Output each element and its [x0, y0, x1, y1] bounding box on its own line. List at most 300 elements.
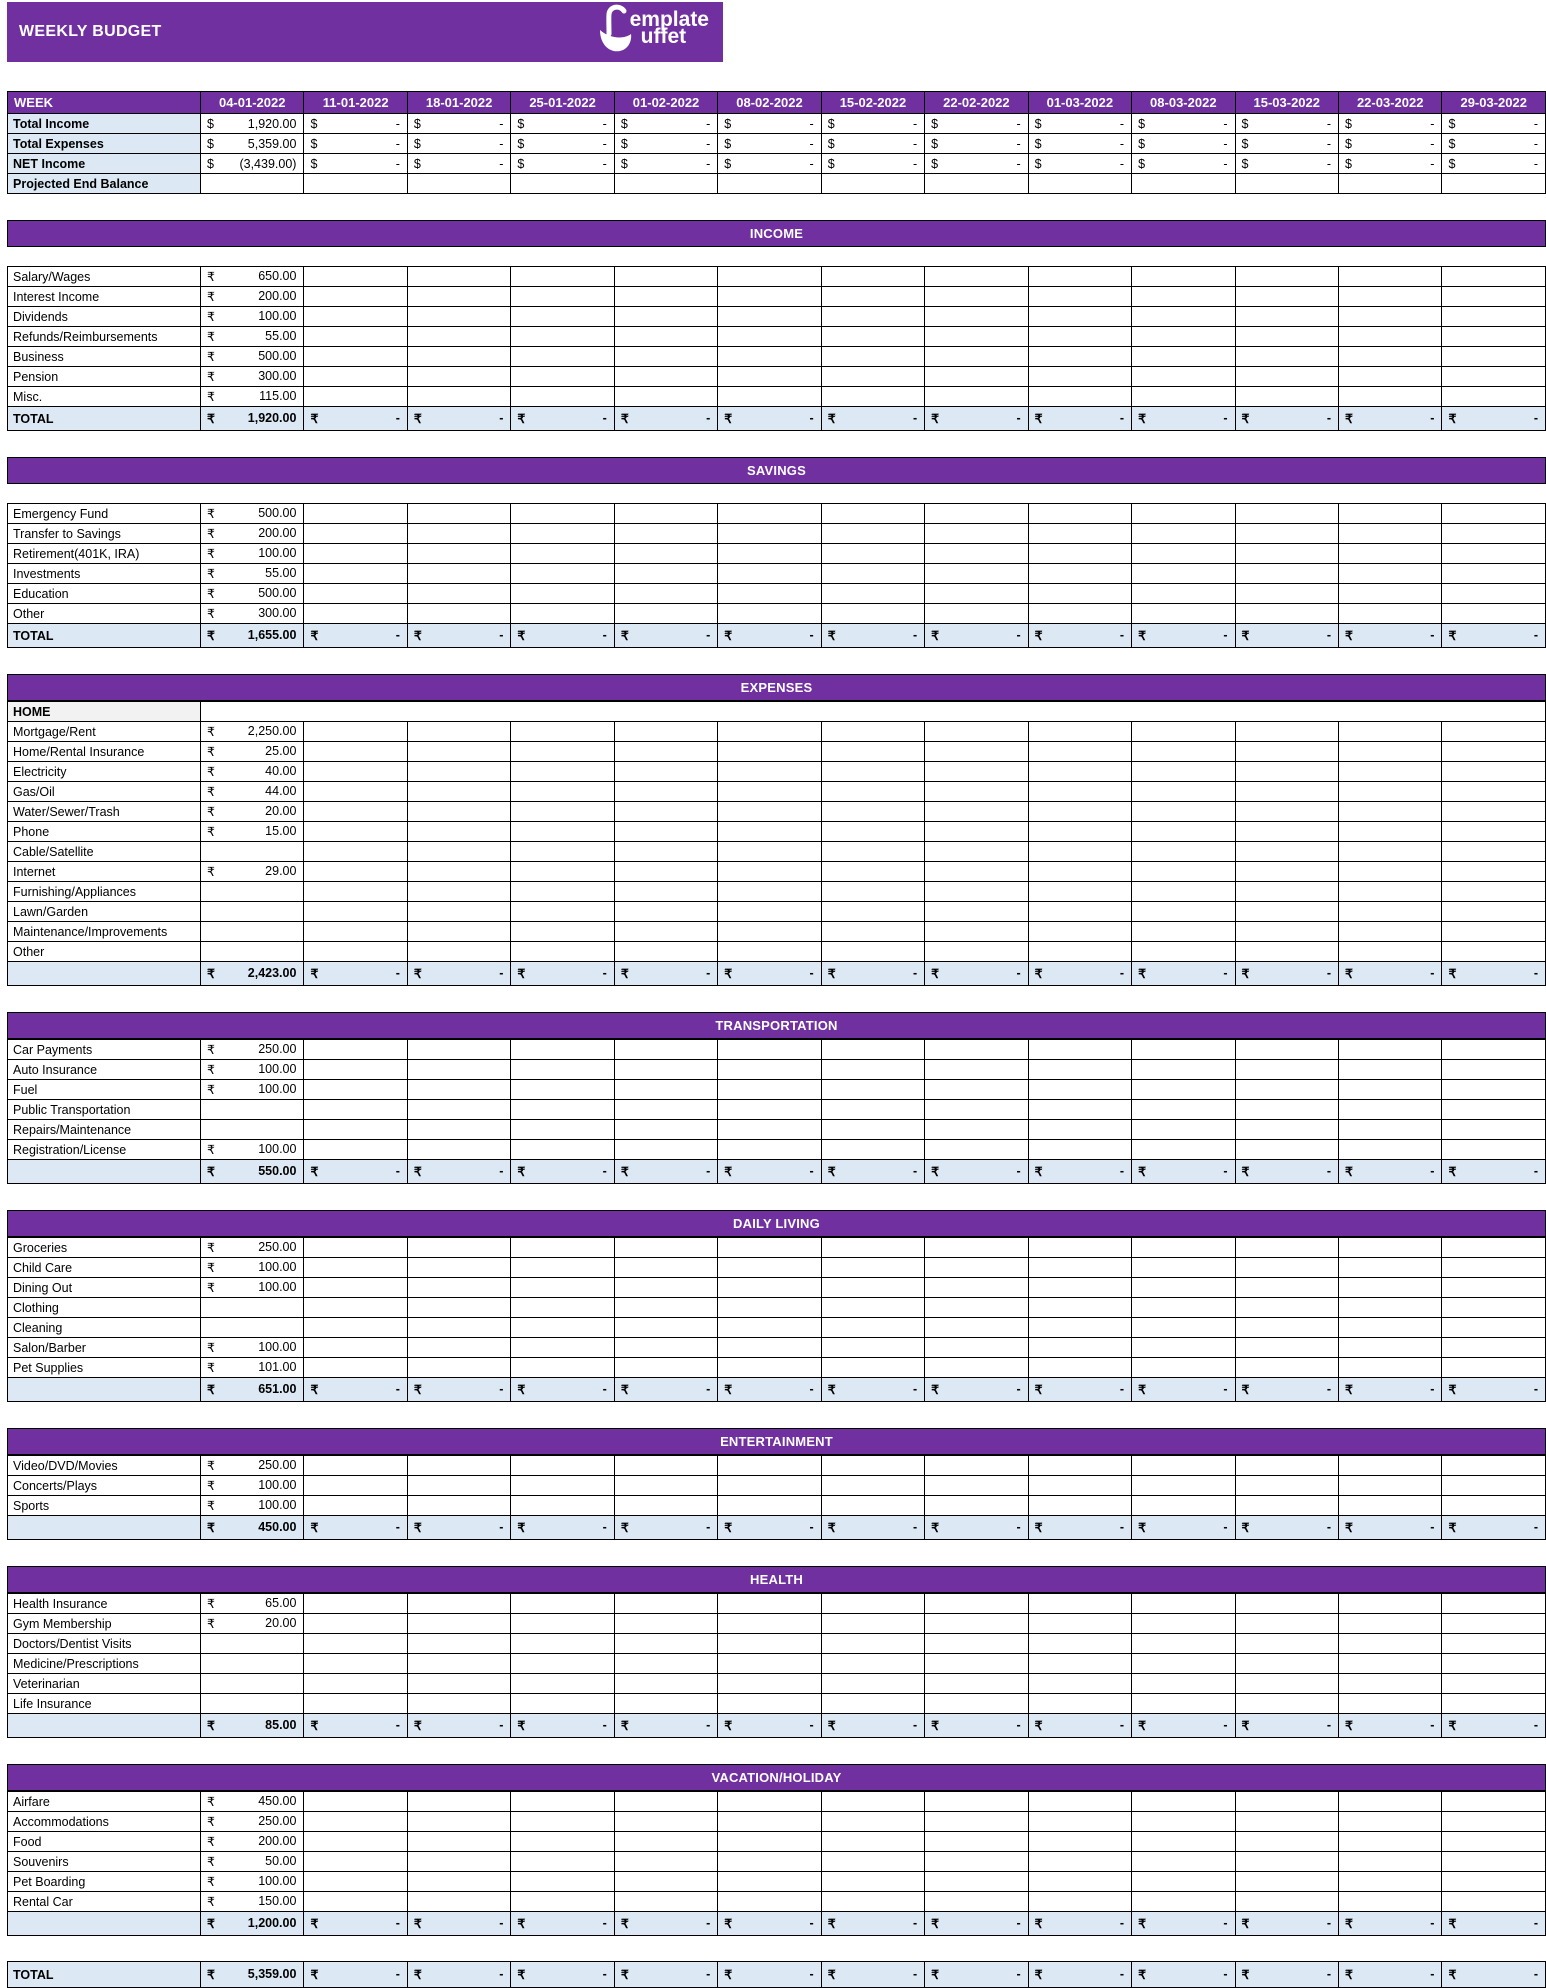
- empty-cell[interactable]: [614, 1634, 717, 1654]
- empty-cell[interactable]: [1338, 1258, 1441, 1278]
- empty-cell[interactable]: [1235, 882, 1338, 902]
- empty-cell[interactable]: [201, 842, 304, 862]
- total-empty-amount-cell[interactable]: [1132, 1378, 1235, 1402]
- total-empty-amount-cell[interactable]: [1028, 1378, 1131, 1402]
- empty-cell[interactable]: [1442, 1674, 1546, 1694]
- empty-cell[interactable]: [407, 1614, 510, 1634]
- empty-cell[interactable]: [1235, 1872, 1338, 1892]
- empty-cell[interactable]: [304, 1634, 407, 1654]
- empty-cell[interactable]: [718, 267, 821, 287]
- empty-cell[interactable]: [718, 1694, 821, 1714]
- total-empty-amount-cell[interactable]: [407, 1912, 510, 1936]
- empty-cell[interactable]: [1132, 1614, 1235, 1634]
- total-empty-amount-cell[interactable]: [1442, 407, 1546, 431]
- empty-cell[interactable]: [1235, 327, 1338, 347]
- empty-cell[interactable]: [718, 1080, 821, 1100]
- empty-cell[interactable]: [1338, 1812, 1441, 1832]
- empty-cell[interactable]: [718, 1594, 821, 1614]
- empty-cell[interactable]: [407, 1792, 510, 1812]
- empty-cell[interactable]: [614, 762, 717, 782]
- empty-cell[interactable]: [1235, 862, 1338, 882]
- empty-cell[interactable]: [1442, 742, 1546, 762]
- empty-cell[interactable]: [511, 1674, 614, 1694]
- empty-cell[interactable]: [1132, 1832, 1235, 1852]
- empty-cell[interactable]: [407, 1594, 510, 1614]
- empty-cell[interactable]: [304, 387, 407, 407]
- grand-total-empty-amount-cell[interactable]: [1442, 1962, 1546, 1988]
- empty-cell[interactable]: [614, 504, 717, 524]
- empty-cell[interactable]: [614, 584, 717, 604]
- total-empty-amount-cell[interactable]: [407, 1160, 510, 1184]
- empty-cell[interactable]: [1442, 1496, 1546, 1516]
- grand-total-empty-amount-cell[interactable]: [511, 1962, 614, 1988]
- total-empty-amount-cell[interactable]: [1028, 1912, 1131, 1936]
- empty-cell[interactable]: [718, 1298, 821, 1318]
- empty-cell[interactable]: [511, 1100, 614, 1120]
- empty-cell[interactable]: [304, 1080, 407, 1100]
- total-empty-amount-cell[interactable]: [925, 962, 1028, 986]
- empty-cell[interactable]: [614, 524, 717, 544]
- empty-cell[interactable]: [1132, 762, 1235, 782]
- empty-cell[interactable]: [718, 524, 821, 544]
- empty-cell[interactable]: [1338, 742, 1441, 762]
- total-empty-amount-cell[interactable]: [304, 1912, 407, 1936]
- empty-cell[interactable]: [1338, 1040, 1441, 1060]
- empty-cell[interactable]: [821, 564, 924, 584]
- empty-cell[interactable]: [925, 822, 1028, 842]
- empty-cell[interactable]: [821, 1258, 924, 1278]
- empty-cell[interactable]: [1028, 287, 1131, 307]
- total-empty-amount-cell[interactable]: [614, 1912, 717, 1936]
- empty-cell[interactable]: [614, 1040, 717, 1060]
- empty-cell[interactable]: [1338, 1654, 1441, 1674]
- empty-cell[interactable]: [407, 722, 510, 742]
- empty-cell[interactable]: [1132, 1140, 1235, 1160]
- empty-cell[interactable]: [201, 942, 304, 962]
- empty-cell[interactable]: [1235, 1258, 1338, 1278]
- empty-cell[interactable]: [1338, 327, 1441, 347]
- empty-cell[interactable]: [1338, 882, 1441, 902]
- empty-cell[interactable]: [718, 722, 821, 742]
- empty-cell[interactable]: [1338, 1614, 1441, 1634]
- empty-cell[interactable]: [1132, 862, 1235, 882]
- empty-cell[interactable]: [1235, 564, 1338, 584]
- total-empty-amount-cell[interactable]: [718, 1912, 821, 1936]
- empty-cell[interactable]: [1235, 1338, 1338, 1358]
- empty-cell[interactable]: [511, 1358, 614, 1378]
- empty-cell[interactable]: [821, 347, 924, 367]
- empty-cell[interactable]: [511, 544, 614, 564]
- empty-cell[interactable]: [925, 1456, 1028, 1476]
- total-empty-amount-cell[interactable]: [304, 624, 407, 648]
- total-empty-amount-cell[interactable]: [1132, 962, 1235, 986]
- empty-cell[interactable]: [1338, 347, 1441, 367]
- empty-cell[interactable]: [821, 842, 924, 862]
- empty-cell[interactable]: [1338, 524, 1441, 544]
- empty-cell[interactable]: [304, 1238, 407, 1258]
- item-amount-cell[interactable]: [201, 1792, 304, 1812]
- empty-cell[interactable]: [1028, 1238, 1131, 1258]
- empty-cell[interactable]: [821, 1338, 924, 1358]
- empty-cell[interactable]: [925, 524, 1028, 544]
- summary-empty-amount-cell[interactable]: [1028, 134, 1131, 154]
- empty-cell[interactable]: [718, 584, 821, 604]
- empty-cell[interactable]: [304, 367, 407, 387]
- empty-cell[interactable]: [201, 882, 304, 902]
- empty-cell[interactable]: [718, 307, 821, 327]
- total-empty-amount-cell[interactable]: [1132, 1160, 1235, 1184]
- empty-cell[interactable]: [614, 1456, 717, 1476]
- empty-cell[interactable]: [718, 1476, 821, 1496]
- item-amount-cell[interactable]: [201, 1140, 304, 1160]
- empty-cell[interactable]: [821, 267, 924, 287]
- grand-total-amount-cell[interactable]: [201, 1962, 304, 1988]
- empty-cell[interactable]: [821, 1318, 924, 1338]
- total-empty-amount-cell[interactable]: [511, 624, 614, 648]
- empty-cell[interactable]: [1235, 1140, 1338, 1160]
- empty-cell[interactable]: [1442, 802, 1546, 822]
- total-empty-amount-cell[interactable]: [1442, 1714, 1546, 1738]
- empty-cell[interactable]: [925, 842, 1028, 862]
- empty-cell[interactable]: [1028, 1140, 1131, 1160]
- empty-cell[interactable]: [304, 524, 407, 544]
- empty-cell[interactable]: [718, 922, 821, 942]
- total-empty-amount-cell[interactable]: [1235, 1378, 1338, 1402]
- empty-cell[interactable]: [1442, 347, 1546, 367]
- empty-cell[interactable]: [407, 1060, 510, 1080]
- empty-cell[interactable]: [1442, 1100, 1546, 1120]
- empty-cell[interactable]: [925, 1852, 1028, 1872]
- empty-cell[interactable]: [1442, 1258, 1546, 1278]
- total-empty-amount-cell[interactable]: [1338, 962, 1441, 986]
- empty-cell[interactable]: [614, 1892, 717, 1912]
- empty-cell[interactable]: [925, 1496, 1028, 1516]
- empty-cell[interactable]: [1235, 1456, 1338, 1476]
- empty-cell[interactable]: [1028, 1278, 1131, 1298]
- empty-cell[interactable]: [1338, 842, 1441, 862]
- item-amount-cell[interactable]: [201, 1892, 304, 1912]
- empty-cell[interactable]: [511, 882, 614, 902]
- empty-cell[interactable]: [407, 942, 510, 962]
- empty-cell[interactable]: [821, 742, 924, 762]
- empty-cell[interactable]: [1235, 584, 1338, 604]
- empty-cell[interactable]: [511, 1258, 614, 1278]
- empty-cell[interactable]: [614, 1338, 717, 1358]
- empty-cell[interactable]: [407, 1278, 510, 1298]
- empty-cell[interactable]: [614, 802, 717, 822]
- empty-cell[interactable]: [1442, 287, 1546, 307]
- empty-cell[interactable]: [1132, 1338, 1235, 1358]
- empty-cell[interactable]: [1132, 544, 1235, 564]
- empty-cell[interactable]: [1338, 544, 1441, 564]
- empty-cell[interactable]: [1442, 1594, 1546, 1614]
- empty-cell[interactable]: [1442, 762, 1546, 782]
- empty-cell[interactable]: [201, 1694, 304, 1714]
- empty-cell[interactable]: [614, 174, 717, 194]
- total-empty-amount-cell[interactable]: [718, 962, 821, 986]
- empty-cell[interactable]: [718, 1258, 821, 1278]
- empty-cell[interactable]: [407, 174, 510, 194]
- empty-cell[interactable]: [614, 564, 717, 584]
- item-amount-cell[interactable]: [201, 287, 304, 307]
- empty-cell[interactable]: [407, 1654, 510, 1674]
- empty-cell[interactable]: [407, 1812, 510, 1832]
- empty-cell[interactable]: [201, 1674, 304, 1694]
- empty-cell[interactable]: [304, 1614, 407, 1634]
- summary-empty-amount-cell[interactable]: [304, 114, 407, 134]
- item-amount-cell[interactable]: [201, 1358, 304, 1378]
- empty-cell[interactable]: [1028, 1080, 1131, 1100]
- empty-cell[interactable]: [1442, 367, 1546, 387]
- empty-cell[interactable]: [1442, 174, 1546, 194]
- summary-empty-amount-cell[interactable]: [1338, 114, 1441, 134]
- empty-cell[interactable]: [925, 802, 1028, 822]
- empty-cell[interactable]: [511, 842, 614, 862]
- summary-empty-amount-cell[interactable]: [1338, 134, 1441, 154]
- empty-cell[interactable]: [1235, 604, 1338, 624]
- empty-cell[interactable]: [304, 1318, 407, 1338]
- empty-cell[interactable]: [304, 722, 407, 742]
- empty-cell[interactable]: [1028, 367, 1131, 387]
- summary-empty-amount-cell[interactable]: [1442, 114, 1546, 134]
- empty-cell[interactable]: [511, 564, 614, 584]
- empty-cell[interactable]: [925, 1060, 1028, 1080]
- empty-cell[interactable]: [1442, 1080, 1546, 1100]
- empty-cell[interactable]: [821, 1238, 924, 1258]
- total-empty-amount-cell[interactable]: [1028, 1516, 1131, 1540]
- empty-cell[interactable]: [925, 287, 1028, 307]
- empty-cell[interactable]: [718, 942, 821, 962]
- empty-cell[interactable]: [1338, 782, 1441, 802]
- empty-cell[interactable]: [1028, 842, 1131, 862]
- empty-cell[interactable]: [925, 564, 1028, 584]
- empty-cell[interactable]: [925, 1298, 1028, 1318]
- empty-cell[interactable]: [1132, 267, 1235, 287]
- empty-cell[interactable]: [718, 1634, 821, 1654]
- total-empty-amount-cell[interactable]: [304, 962, 407, 986]
- empty-cell[interactable]: [1235, 1694, 1338, 1714]
- empty-cell[interactable]: [1235, 1594, 1338, 1614]
- empty-cell[interactable]: [1442, 1120, 1546, 1140]
- item-amount-cell[interactable]: [201, 822, 304, 842]
- grand-total-empty-amount-cell[interactable]: [1132, 1962, 1235, 1988]
- empty-cell[interactable]: [1028, 1674, 1131, 1694]
- empty-cell[interactable]: [1132, 1456, 1235, 1476]
- item-amount-cell[interactable]: [201, 524, 304, 544]
- empty-cell[interactable]: [1235, 1892, 1338, 1912]
- summary-empty-amount-cell[interactable]: [925, 114, 1028, 134]
- empty-cell[interactable]: [925, 1694, 1028, 1714]
- empty-cell[interactable]: [1338, 1496, 1441, 1516]
- total-amount-cell[interactable]: [201, 1912, 304, 1936]
- total-empty-amount-cell[interactable]: [407, 407, 510, 431]
- empty-cell[interactable]: [407, 782, 510, 802]
- empty-cell[interactable]: [614, 1792, 717, 1812]
- empty-cell[interactable]: [821, 1040, 924, 1060]
- empty-cell[interactable]: [1442, 1456, 1546, 1476]
- empty-cell[interactable]: [511, 902, 614, 922]
- empty-cell[interactable]: [925, 1238, 1028, 1258]
- summary-empty-amount-cell[interactable]: [1442, 154, 1546, 174]
- total-empty-amount-cell[interactable]: [304, 1516, 407, 1540]
- empty-cell[interactable]: [821, 1358, 924, 1378]
- summary-empty-amount-cell[interactable]: [925, 134, 1028, 154]
- empty-cell[interactable]: [821, 1140, 924, 1160]
- total-empty-amount-cell[interactable]: [1442, 624, 1546, 648]
- empty-cell[interactable]: [1132, 1318, 1235, 1338]
- item-amount-cell[interactable]: [201, 327, 304, 347]
- empty-cell[interactable]: [304, 1594, 407, 1614]
- empty-cell[interactable]: [407, 604, 510, 624]
- empty-cell[interactable]: [407, 862, 510, 882]
- empty-cell[interactable]: [614, 842, 717, 862]
- empty-cell[interactable]: [304, 604, 407, 624]
- empty-cell[interactable]: [614, 327, 717, 347]
- total-empty-amount-cell[interactable]: [511, 1378, 614, 1402]
- empty-cell[interactable]: [1338, 862, 1441, 882]
- empty-cell[interactable]: [1235, 307, 1338, 327]
- empty-cell[interactable]: [1132, 347, 1235, 367]
- total-empty-amount-cell[interactable]: [1235, 1714, 1338, 1738]
- summary-empty-amount-cell[interactable]: [511, 154, 614, 174]
- summary-empty-amount-cell[interactable]: [407, 114, 510, 134]
- empty-cell[interactable]: [407, 387, 510, 407]
- empty-cell[interactable]: [821, 1594, 924, 1614]
- empty-cell[interactable]: [407, 1298, 510, 1318]
- empty-cell[interactable]: [925, 1318, 1028, 1338]
- empty-cell[interactable]: [407, 267, 510, 287]
- empty-cell[interactable]: [614, 387, 717, 407]
- empty-cell[interactable]: [511, 1140, 614, 1160]
- empty-cell[interactable]: [1338, 1318, 1441, 1338]
- empty-cell[interactable]: [718, 174, 821, 194]
- empty-cell[interactable]: [1338, 1674, 1441, 1694]
- empty-cell[interactable]: [1235, 387, 1338, 407]
- empty-cell[interactable]: [718, 742, 821, 762]
- item-amount-cell[interactable]: [201, 347, 304, 367]
- total-empty-amount-cell[interactable]: [821, 1912, 924, 1936]
- empty-cell[interactable]: [614, 1476, 717, 1496]
- item-amount-cell[interactable]: [201, 1258, 304, 1278]
- empty-cell[interactable]: [304, 882, 407, 902]
- empty-cell[interactable]: [304, 1358, 407, 1378]
- empty-cell[interactable]: [821, 762, 924, 782]
- total-empty-amount-cell[interactable]: [1338, 1516, 1441, 1540]
- empty-cell[interactable]: [821, 1100, 924, 1120]
- total-empty-amount-cell[interactable]: [511, 1160, 614, 1184]
- empty-cell[interactable]: [718, 544, 821, 564]
- total-amount-cell[interactable]: [201, 1714, 304, 1738]
- empty-cell[interactable]: [511, 327, 614, 347]
- empty-cell[interactable]: [925, 544, 1028, 564]
- empty-cell[interactable]: [925, 1080, 1028, 1100]
- empty-cell[interactable]: [718, 1674, 821, 1694]
- item-amount-cell[interactable]: [201, 1812, 304, 1832]
- empty-cell[interactable]: [1132, 882, 1235, 902]
- empty-cell[interactable]: [1132, 1238, 1235, 1258]
- total-empty-amount-cell[interactable]: [1235, 1912, 1338, 1936]
- empty-cell[interactable]: [1442, 1318, 1546, 1338]
- total-empty-amount-cell[interactable]: [821, 1714, 924, 1738]
- empty-cell[interactable]: [821, 922, 924, 942]
- empty-cell[interactable]: [1338, 1456, 1441, 1476]
- empty-cell[interactable]: [1442, 604, 1546, 624]
- empty-cell[interactable]: [1235, 1614, 1338, 1634]
- summary-empty-amount-cell[interactable]: [614, 154, 717, 174]
- empty-cell[interactable]: [1028, 742, 1131, 762]
- item-amount-cell[interactable]: [201, 762, 304, 782]
- empty-cell[interactable]: [614, 742, 717, 762]
- summary-empty-amount-cell[interactable]: [511, 114, 614, 134]
- empty-cell[interactable]: [614, 604, 717, 624]
- empty-cell[interactable]: [1442, 1476, 1546, 1496]
- empty-cell[interactable]: [614, 942, 717, 962]
- empty-cell[interactable]: [1338, 1298, 1441, 1318]
- empty-cell[interactable]: [925, 1278, 1028, 1298]
- item-amount-cell[interactable]: [201, 1456, 304, 1476]
- empty-cell[interactable]: [718, 327, 821, 347]
- item-amount-cell[interactable]: [201, 504, 304, 524]
- summary-empty-amount-cell[interactable]: [1235, 134, 1338, 154]
- empty-cell[interactable]: [1028, 802, 1131, 822]
- empty-cell[interactable]: [1338, 1120, 1441, 1140]
- empty-cell[interactable]: [718, 1278, 821, 1298]
- item-amount-cell[interactable]: [201, 1476, 304, 1496]
- total-empty-amount-cell[interactable]: [1132, 1516, 1235, 1540]
- empty-cell[interactable]: [511, 267, 614, 287]
- empty-cell[interactable]: [304, 1060, 407, 1080]
- empty-cell[interactable]: [821, 722, 924, 742]
- empty-cell[interactable]: [1338, 267, 1441, 287]
- summary-amount-cell[interactable]: [201, 154, 304, 174]
- empty-cell[interactable]: [304, 1258, 407, 1278]
- empty-cell[interactable]: [1442, 1832, 1546, 1852]
- total-empty-amount-cell[interactable]: [511, 1516, 614, 1540]
- empty-cell[interactable]: [1338, 822, 1441, 842]
- empty-cell[interactable]: [1235, 1238, 1338, 1258]
- grand-total-empty-amount-cell[interactable]: [718, 1962, 821, 1988]
- empty-cell[interactable]: [821, 584, 924, 604]
- empty-cell[interactable]: [1235, 1476, 1338, 1496]
- empty-cell[interactable]: [304, 822, 407, 842]
- empty-cell[interactable]: [304, 1852, 407, 1872]
- empty-cell[interactable]: [511, 1338, 614, 1358]
- item-amount-cell[interactable]: [201, 802, 304, 822]
- empty-cell[interactable]: [1235, 1654, 1338, 1674]
- empty-cell[interactable]: [407, 1892, 510, 1912]
- empty-cell[interactable]: [925, 267, 1028, 287]
- empty-cell[interactable]: [718, 387, 821, 407]
- empty-cell[interactable]: [1235, 1298, 1338, 1318]
- empty-cell[interactable]: [718, 1358, 821, 1378]
- item-amount-cell[interactable]: [201, 1080, 304, 1100]
- empty-cell[interactable]: [1442, 544, 1546, 564]
- empty-cell[interactable]: [1132, 1792, 1235, 1812]
- item-amount-cell[interactable]: [201, 1852, 304, 1872]
- empty-cell[interactable]: [1132, 584, 1235, 604]
- empty-cell[interactable]: [821, 1892, 924, 1912]
- total-empty-amount-cell[interactable]: [925, 407, 1028, 431]
- empty-cell[interactable]: [407, 742, 510, 762]
- empty-cell[interactable]: [1338, 1594, 1441, 1614]
- empty-cell[interactable]: [614, 902, 717, 922]
- total-empty-amount-cell[interactable]: [1028, 1714, 1131, 1738]
- empty-cell[interactable]: [925, 1674, 1028, 1694]
- empty-cell[interactable]: [1338, 1792, 1441, 1812]
- summary-empty-amount-cell[interactable]: [718, 114, 821, 134]
- item-amount-cell[interactable]: [201, 1872, 304, 1892]
- empty-cell[interactable]: [407, 882, 510, 902]
